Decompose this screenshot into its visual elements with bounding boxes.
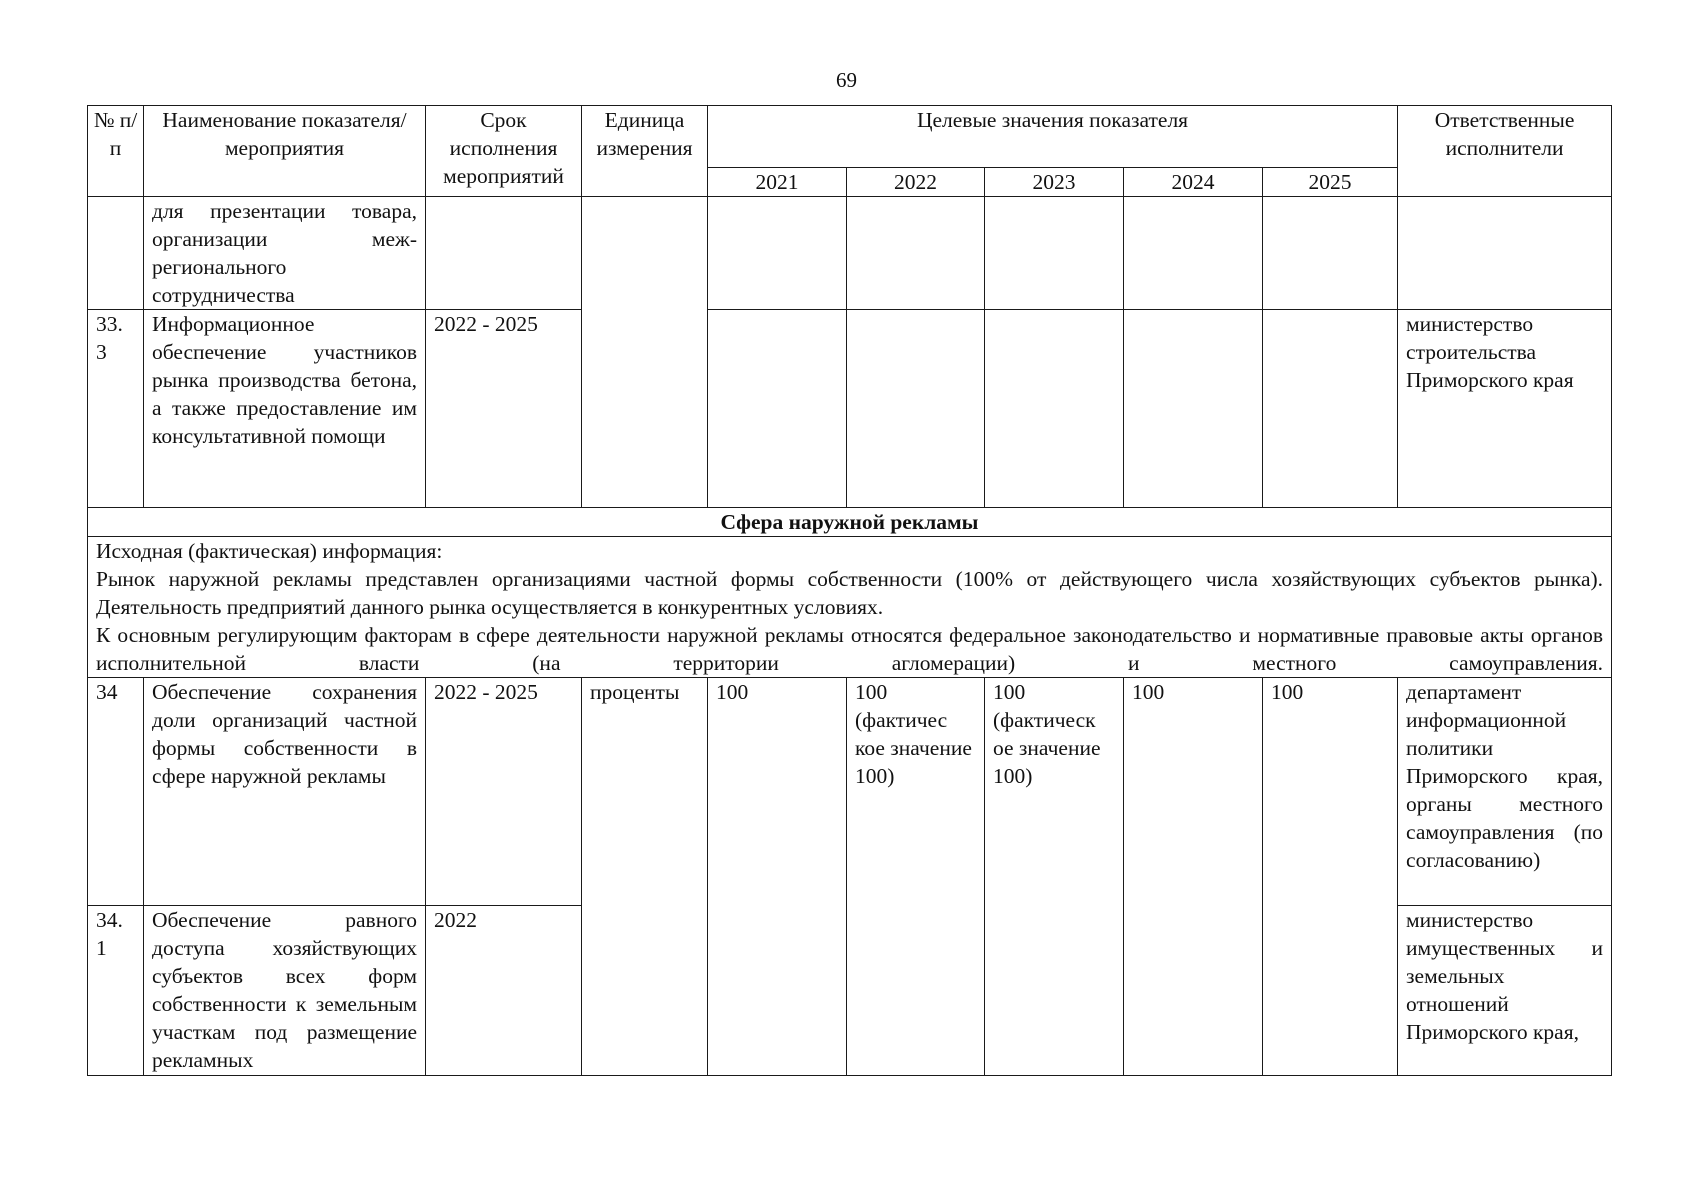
info-paragraph: Рынок наружной рекламы представлен организациями частной формы собственности (100% от действующего числа хозяйствующих субъектов рынка). Деятельность предприятий данного рынка осуществляется в конкурентных условиях. [96, 567, 1604, 619]
cell-unit [582, 197, 708, 310]
header-year: 2022 [847, 168, 985, 197]
info-paragraph: К основным регулирующим факторам в сфере деятельности наружной рекламы относятся федеральное законодательство и нормативные правовые акты органов исполнительной власти (на территории агломерации) и местного самоуправления. [96, 623, 1604, 675]
header-year: 2023 [985, 168, 1124, 197]
cell-name: Информационное обеспечение участников рынка производства бетона, а также предоставление им консультативной помощи [144, 310, 426, 508]
cell-value [847, 310, 985, 508]
header-year: 2024 [1124, 168, 1263, 197]
cell-value [1124, 310, 1263, 508]
cell-value [1263, 197, 1398, 310]
cell-value [1124, 906, 1263, 1076]
cell-unit [582, 310, 708, 508]
cell-responsible: министерство строительства Приморского края [1398, 310, 1612, 508]
cell-name: Обеспечение равного доступа хозяйствующих субъектов всех форм собственности к земельным участкам под размещение рекламных [144, 906, 426, 1076]
info-heading: Исходная (фактическая) информация: [96, 539, 443, 563]
cell-term [426, 197, 582, 310]
indicators-table [87, 105, 1612, 1076]
cell-unit: проценты [582, 678, 708, 906]
cell-num [88, 197, 144, 310]
cell-term: 2022 - 2025 [426, 310, 582, 508]
header-term: Срок исполнения мероприятий [426, 106, 582, 197]
header-year: 2021 [708, 168, 847, 197]
header-name: Наименование показателя/мероприятия [144, 106, 426, 197]
header-num: № п/п [88, 106, 144, 197]
section-title: Сфера наружной рекламы [88, 508, 1612, 537]
cell-value [985, 197, 1124, 310]
page-number: 69 [836, 68, 857, 92]
cell-value: 100 (фактическ ое значение 100) [985, 678, 1124, 906]
cell-term: 2022 - 2025 [426, 678, 582, 906]
section-info [88, 537, 1612, 678]
cell-responsible: департамент информационной политики Приморского края, органы местного самоуправления (по согласованию) [1398, 678, 1612, 906]
header-responsible: Ответственные исполнители [1398, 106, 1612, 197]
header-year: 2025 [1263, 168, 1398, 197]
header-unit: Единица измерения [582, 106, 708, 197]
cell-value [985, 906, 1124, 1076]
cell-num: 34 [88, 678, 144, 906]
cell-responsible: министерство имущественных и земельных отношений Приморского края, [1398, 906, 1612, 1076]
cell-name: для презентации товара, организации меж-регионального сотрудничества [144, 197, 426, 310]
cell-value: 100 [1263, 678, 1398, 906]
cell-value [708, 906, 847, 1076]
cell-value [847, 906, 985, 1076]
cell-value [985, 310, 1124, 508]
cell-name: Обеспечение сохранения доли организаций частной формы собственности в сфере наружной рекламы [144, 678, 426, 906]
cell-unit [582, 906, 708, 1076]
cell-value [847, 197, 985, 310]
cell-value [1124, 197, 1263, 310]
cell-value: 100 [1124, 678, 1263, 906]
cell-value [708, 197, 847, 310]
cell-num: 33. 3 [88, 310, 144, 508]
cell-value [708, 310, 847, 508]
cell-value: 100 (фактичес кое значение 100) [847, 678, 985, 906]
cell-value [1263, 310, 1398, 508]
header-target: Целевые значения показателя [708, 106, 1398, 168]
cell-value [1263, 906, 1398, 1076]
cell-term: 2022 [426, 906, 582, 1076]
cell-num: 34. 1 [88, 906, 144, 1076]
cell-value: 100 [708, 678, 847, 906]
cell-responsible [1398, 197, 1612, 310]
